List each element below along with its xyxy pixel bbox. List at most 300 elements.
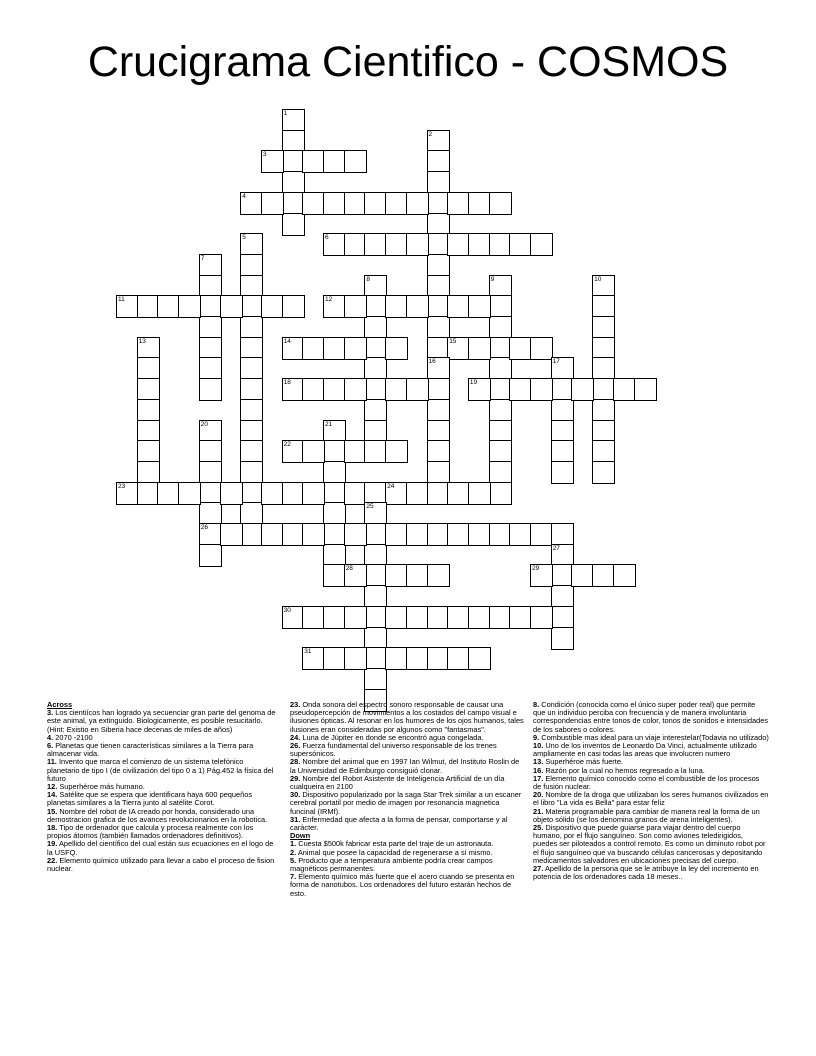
clue [290,742,526,758]
clue-number: 21 [325,420,333,428]
grid-cell[interactable] [385,523,408,546]
grid-cell[interactable] [199,420,222,443]
clue-text: Superhéroe más fuerte. [545,757,623,767]
grid-cell[interactable] [427,523,450,546]
grid-cell[interactable] [364,482,387,505]
grid-cell[interactable] [240,295,263,318]
grid-cell[interactable] [282,213,305,236]
clue [47,758,277,783]
grid-cell[interactable] [199,295,222,318]
grid-cell[interactable] [489,399,512,422]
grid-cell[interactable] [489,606,512,629]
grid-cell[interactable] [282,523,305,546]
grid-cell[interactable] [406,233,429,256]
grid-cell[interactable] [364,399,387,422]
grid-cell[interactable] [468,337,491,360]
grid-cell[interactable] [240,440,263,463]
grid-cell[interactable] [592,295,615,318]
grid-cell[interactable] [385,233,408,256]
grid-cell[interactable] [489,357,512,380]
clue-number: 10 [594,275,602,283]
grid-cell[interactable] [344,337,367,360]
grid-cell[interactable] [323,440,346,463]
grid-cell[interactable] [137,420,160,443]
grid-cell[interactable] [302,150,325,173]
grid-cell[interactable] [220,523,243,546]
grid-cell[interactable] [530,233,553,256]
clue-number: 29 [532,565,540,573]
grid-cell[interactable] [447,647,470,670]
grid-cell[interactable] [551,585,574,608]
grid-cell[interactable] [509,337,532,360]
clue-number: 25 [366,503,374,511]
grid-cell[interactable] [489,420,512,443]
grid-cell[interactable] [592,316,615,339]
grid-cell[interactable] [344,482,367,505]
grid-cell[interactable] [282,109,305,132]
grid-cell[interactable] [427,378,450,401]
grid-cell[interactable] [427,295,450,318]
grid-cell[interactable] [447,523,470,546]
grid-cell[interactable] [447,192,470,215]
grid-cell[interactable] [364,668,387,691]
grid-cell[interactable] [344,295,367,318]
grid-cell[interactable] [240,337,263,360]
clue-number: 8 [366,275,371,283]
grid-cell[interactable] [385,440,408,463]
grid-cell[interactable] [551,420,574,443]
grid-cell[interactable] [344,192,367,215]
grid-cell[interactable] [199,461,222,484]
grid-cell[interactable] [199,502,222,525]
grid-cell[interactable] [468,192,491,215]
grid-cell[interactable] [364,440,387,463]
clue [47,824,277,840]
grid-cell[interactable] [240,502,263,525]
grid-cell[interactable] [364,523,387,546]
grid-cell[interactable] [530,564,553,587]
grid-cell[interactable] [261,295,284,318]
grid-cell[interactable] [468,295,491,318]
clue-number: 30 [283,606,291,614]
grid-cell[interactable] [199,357,222,380]
grid-cell[interactable] [323,544,346,567]
grid-cell[interactable] [137,337,160,360]
grid-cell[interactable] [427,440,450,463]
grid-cell[interactable] [282,130,305,153]
grid-cell[interactable] [613,378,636,401]
grid-cell[interactable] [489,316,512,339]
grid-cell[interactable] [323,482,346,505]
grid-cell[interactable] [489,192,512,215]
grid-cell[interactable] [427,130,450,153]
grid-cell[interactable] [282,482,305,505]
grid-cell[interactable] [468,647,491,670]
grid-cell[interactable] [137,461,160,484]
clue-number-label: 20. [533,790,544,800]
clue-text: Materia programable para cambiar de manera real la forma de un objeto sólido (se los denomina granos de arena inteligentes). [533,806,760,824]
grid-cell[interactable] [571,378,594,401]
grid-cell[interactable] [385,606,408,629]
clue-number: 31 [304,648,312,656]
grid-cell[interactable] [551,440,574,463]
grid-cell[interactable] [427,233,450,256]
clue-text: Elemento químico utilizado para llevar a cabo el proceso de fision nuclear. [47,855,275,874]
grid-cell[interactable] [364,502,387,525]
clue-text: Dispositivo que puede guiarse para viajar dentro del cuerpo humano, por el flujo sanguíneo. Son como aviones teledirigidos, puedes ser piloteados a control remoto. Es como un diminuto robot por el flujo sanguíneo que va buscando células cancerosas y depositando medicamentos salvadores en ubicaciones precisas del cuerpo. [533,823,766,865]
grid-cell[interactable] [199,440,222,463]
clue-text: Apellido del científico del cual están sus ecuaciones en el logo de la USFQ. [47,839,274,857]
grid-cell[interactable] [137,295,160,318]
grid-cell[interactable] [302,192,325,215]
grid-cell[interactable] [364,275,387,298]
clue [533,791,769,807]
grid-cell[interactable] [240,254,263,277]
grid-cell[interactable] [282,171,305,194]
grid-cell[interactable] [406,192,429,215]
grid-cell[interactable] [137,440,160,463]
grid-cell[interactable] [427,150,450,173]
clue [533,701,769,734]
grid-cell[interactable] [137,399,160,422]
grid-cell[interactable] [344,564,367,587]
grid-cell[interactable] [530,337,553,360]
grid-cell[interactable] [468,482,491,505]
grid-cell[interactable] [427,316,450,339]
grid-cell[interactable] [427,213,450,236]
grid-cell[interactable] [385,482,408,505]
grid-cell[interactable] [199,316,222,339]
clue-number-label: 9. [533,732,540,742]
clue-number-label: 17. [533,773,544,783]
grid-cell[interactable] [364,544,387,567]
grid-cell[interactable] [323,564,346,587]
clue-number-label: 3. [47,708,54,718]
grid-cell[interactable] [551,523,574,546]
grid-cell[interactable] [427,482,450,505]
grid-cell[interactable] [489,337,512,360]
grid-cell[interactable] [199,482,222,505]
grid-cell[interactable] [240,192,263,215]
grid-cell[interactable] [364,357,387,380]
grid-cell[interactable] [302,482,325,505]
grid-cell[interactable] [199,523,222,546]
grid-cell[interactable] [240,316,263,339]
clue-text: Luna de Júpiter en donde se encontró agua congelada. [302,732,484,742]
grid-cell[interactable] [323,461,346,484]
clue-number-label: 25. [533,823,544,833]
grid-cell[interactable] [323,523,346,546]
grid-cell[interactable] [427,254,450,277]
grid-cell[interactable] [385,564,408,587]
clue-number: 19 [469,379,478,387]
grid-cell[interactable] [406,564,429,587]
grid-cell[interactable] [199,337,222,360]
grid-cell[interactable] [489,440,512,463]
grid-cell[interactable] [592,378,615,401]
grid-cell[interactable] [427,564,450,587]
clue-text: Elemento químico más fuerte que el acero cuando se presenta en forma de nanotubos. Los ordenadores del futuro estarán hechos de esto. [290,872,515,898]
clue-number: 6 [325,234,329,242]
grid-cell[interactable] [447,337,470,360]
grid-cell[interactable] [302,606,325,629]
grid-cell[interactable] [385,295,408,318]
grid-cell[interactable] [406,523,429,546]
grid-cell[interactable] [364,316,387,339]
clue-number-label: 27. [533,864,544,874]
grid-cell[interactable] [302,647,325,670]
clue-number: 17 [552,358,560,366]
grid-cell[interactable] [323,337,346,360]
grid-cell[interactable] [551,461,574,484]
grid-cell[interactable] [364,647,387,670]
grid-cell[interactable] [427,399,450,422]
clue [47,742,277,758]
grid-cell[interactable] [489,482,512,505]
grid-cell[interactable] [302,337,325,360]
grid-cell[interactable] [282,295,305,318]
grid-cell[interactable] [634,378,657,401]
grid-cell[interactable] [137,378,160,401]
grid-cell[interactable] [551,606,574,629]
grid-cell[interactable] [240,233,263,256]
grid-cell[interactable] [178,482,201,505]
grid-cell[interactable] [592,461,615,484]
grid-cell[interactable] [509,378,532,401]
grid-cell[interactable] [282,606,305,629]
grid-cell[interactable] [261,150,284,173]
grid-cell[interactable] [613,564,636,587]
grid-cell[interactable] [406,295,429,318]
grid-cell[interactable] [489,275,512,298]
grid-cell[interactable] [364,606,387,629]
grid-cell[interactable] [427,337,450,360]
clue-text: Tipo de ordenador que calcula y procesa realmente con los propios átomos (también llamados ordenadores definitivos). [47,823,254,841]
grid-cell[interactable] [592,399,615,422]
clue-number-label: 13. [533,757,544,767]
grid-cell[interactable] [385,337,408,360]
grid-cell[interactable] [364,192,387,215]
grid-cell[interactable] [344,647,367,670]
grid-cell[interactable] [530,606,553,629]
grid-cell[interactable] [592,357,615,380]
grid-cell[interactable] [323,150,346,173]
grid-cell[interactable] [427,606,450,629]
grid-cell[interactable] [282,337,305,360]
grid-cell[interactable] [282,150,305,173]
clue [47,840,277,856]
grid-cell[interactable] [240,357,263,380]
grid-cell[interactable] [489,233,512,256]
clue-number: 16 [428,358,436,366]
clue-number-label: 26. [290,741,301,751]
grid-cell[interactable] [427,357,450,380]
grid-cell[interactable] [199,378,222,401]
grid-cell[interactable] [157,295,180,318]
clue-number-label: 23. [290,700,301,709]
grid-cell[interactable] [427,171,450,194]
grid-cell[interactable] [447,233,470,256]
clue-text: Razón por la cual no hemos regresado a la luna. [545,765,705,775]
grid-cell[interactable] [178,295,201,318]
clue-number: 24 [387,482,395,490]
grid-cell[interactable] [447,482,470,505]
grid-cell[interactable] [364,420,387,443]
grid-cell[interactable] [468,378,491,401]
grid-cell[interactable] [509,606,532,629]
grid-cell[interactable] [592,275,615,298]
clue-number: 9 [490,275,495,283]
grid-cell[interactable] [592,420,615,443]
grid-cell[interactable] [261,482,284,505]
down-header: Down [290,831,311,841]
grid-cell[interactable] [406,378,429,401]
grid-cell[interactable] [489,461,512,484]
grid-cell[interactable] [427,461,450,484]
clue-number-label: 14. [47,790,58,800]
grid-cell[interactable] [509,523,532,546]
clue-text: Nombre de la droga que utilizaban los seres humanos civilizados en el libro "La vida es Bella" para estar feliz [533,790,769,808]
clue-number: 12 [325,296,333,304]
grid-cell[interactable] [406,482,429,505]
grid-cell[interactable] [427,647,450,670]
grid-cell[interactable] [323,420,346,443]
grid-cell[interactable] [530,523,553,546]
grid-cell[interactable] [509,233,532,256]
grid-cell[interactable] [571,564,594,587]
grid-cell[interactable] [220,295,243,318]
clue-text: Satélite que se espera que identificara haya 600 pequeños planetas similares a la Tierra junto al satélite Corot. [47,790,253,808]
grid-cell[interactable] [551,357,574,380]
grid-cell[interactable] [344,440,367,463]
grid-cell[interactable] [199,544,222,567]
grid-cell[interactable] [240,523,263,546]
grid-cell[interactable] [282,440,305,463]
clue-text: Condición (conocida como el único super poder real) que permite que un individuo perciba con frecuencia y de manera involuntaria correspondencias entre tonos de color, tonos de sonidos e intensidades de los sabores o colores. [533,700,769,734]
grid-cell[interactable] [385,192,408,215]
clue [290,816,526,832]
grid-cell[interactable] [137,482,160,505]
grid-cell[interactable] [364,233,387,256]
across-header: Across [47,700,73,709]
grid-cell[interactable] [282,378,305,401]
grid-cell[interactable] [240,482,263,505]
grid-cell[interactable] [364,585,387,608]
grid-cell[interactable] [592,564,615,587]
grid-cell[interactable] [199,254,222,277]
grid-cell[interactable] [323,647,346,670]
grid-cell[interactable] [220,482,243,505]
grid-cell[interactable] [323,233,346,256]
grid-cell[interactable] [364,337,387,360]
grid-cell[interactable] [344,150,367,173]
grid-cell[interactable] [592,440,615,463]
grid-cell[interactable] [551,399,574,422]
grid-cell[interactable] [364,627,387,650]
clue-text: Onda sonora del espectro sonoro responsable de causar una pseudopercepción de movimientos a los costados del campo visual e ilusiones ópticas. Al resonar en los humores de los ojos humanos, tales ilusiones eran consideradas por algunos como "fantasmas". [290,700,524,734]
clue-number: 13 [138,337,146,345]
grid-cell[interactable] [551,378,574,401]
clue-text: Superhéroe más humano. [59,782,145,792]
grid-cell[interactable] [489,378,512,401]
grid-cell[interactable] [240,378,263,401]
grid-cell[interactable] [116,295,139,318]
clue-number-label: 22. [47,855,58,865]
grid-cell[interactable] [240,275,263,298]
grid-cell[interactable] [282,192,305,215]
grid-cell[interactable] [240,399,263,422]
grid-cell[interactable] [323,295,346,318]
grid-cell[interactable] [344,606,367,629]
grid-cell[interactable] [302,378,325,401]
clue [47,808,277,824]
grid-cell[interactable] [427,192,450,215]
grid-cell[interactable] [406,647,429,670]
clue-text: Invento que marca el comienzo de un sistema telefónico planetario de tipo I (de civilización del tipo 0 a 1) Pág.452 la física del futuro [47,757,274,783]
grid-cell[interactable] [344,523,367,546]
grid-cell[interactable] [137,357,160,380]
grid-cell[interactable] [406,606,429,629]
clue-number-label: 8. [533,700,540,709]
grid-cell[interactable] [116,482,139,505]
clue-text: Elemento químico conocido como el combustible de los procesos de fusión nuclear. [533,773,760,792]
grid-cell[interactable] [447,295,470,318]
clue-text: 2070 -2100 [55,732,93,742]
grid-cell[interactable] [261,523,284,546]
grid-cell[interactable] [468,606,491,629]
grid-cell[interactable] [551,627,574,650]
clue-number: 18 [283,379,291,387]
grid-cell[interactable] [302,523,325,546]
clue [47,791,277,807]
grid-cell[interactable] [157,482,180,505]
grid-cell[interactable] [323,606,346,629]
grid-cell[interactable] [551,544,574,567]
grid-cell[interactable] [199,275,222,298]
clues-column-1 [47,701,277,873]
grid-cell[interactable] [530,378,553,401]
grid-cell[interactable] [468,523,491,546]
grid-cell[interactable] [468,233,491,256]
grid-cell[interactable] [240,461,263,484]
grid-cell[interactable] [261,192,284,215]
grid-cell[interactable] [551,564,574,587]
grid-cell[interactable] [323,378,346,401]
grid-cell[interactable] [240,420,263,443]
clue-text: Uno de los inventos de Leonardo Da Vinci, actualmente utilizado ampliamente en casi todas las areas que involucren numero [533,741,757,759]
clue-number: 4 [242,192,246,200]
grid-cell[interactable] [427,420,450,443]
clue-number: 14 [283,337,291,345]
grid-cell[interactable] [344,233,367,256]
grid-cell[interactable] [592,337,615,360]
clue-number-label: 24. [290,732,301,742]
grid-cell[interactable] [344,378,367,401]
grid-cell[interactable] [489,295,512,318]
grid-cell[interactable] [385,647,408,670]
grid-cell[interactable] [364,378,387,401]
clue-text: Planetas que tienen características similares a la Tierra para almacenar vida. [47,741,254,759]
grid-cell[interactable] [323,192,346,215]
grid-cell[interactable] [323,502,346,525]
grid-cell[interactable] [364,295,387,318]
grid-cell[interactable] [385,378,408,401]
grid-cell[interactable] [427,275,450,298]
grid-cell[interactable] [364,564,387,587]
grid-cell[interactable] [302,440,325,463]
grid-cell[interactable] [447,606,470,629]
grid-cell[interactable] [489,523,512,546]
